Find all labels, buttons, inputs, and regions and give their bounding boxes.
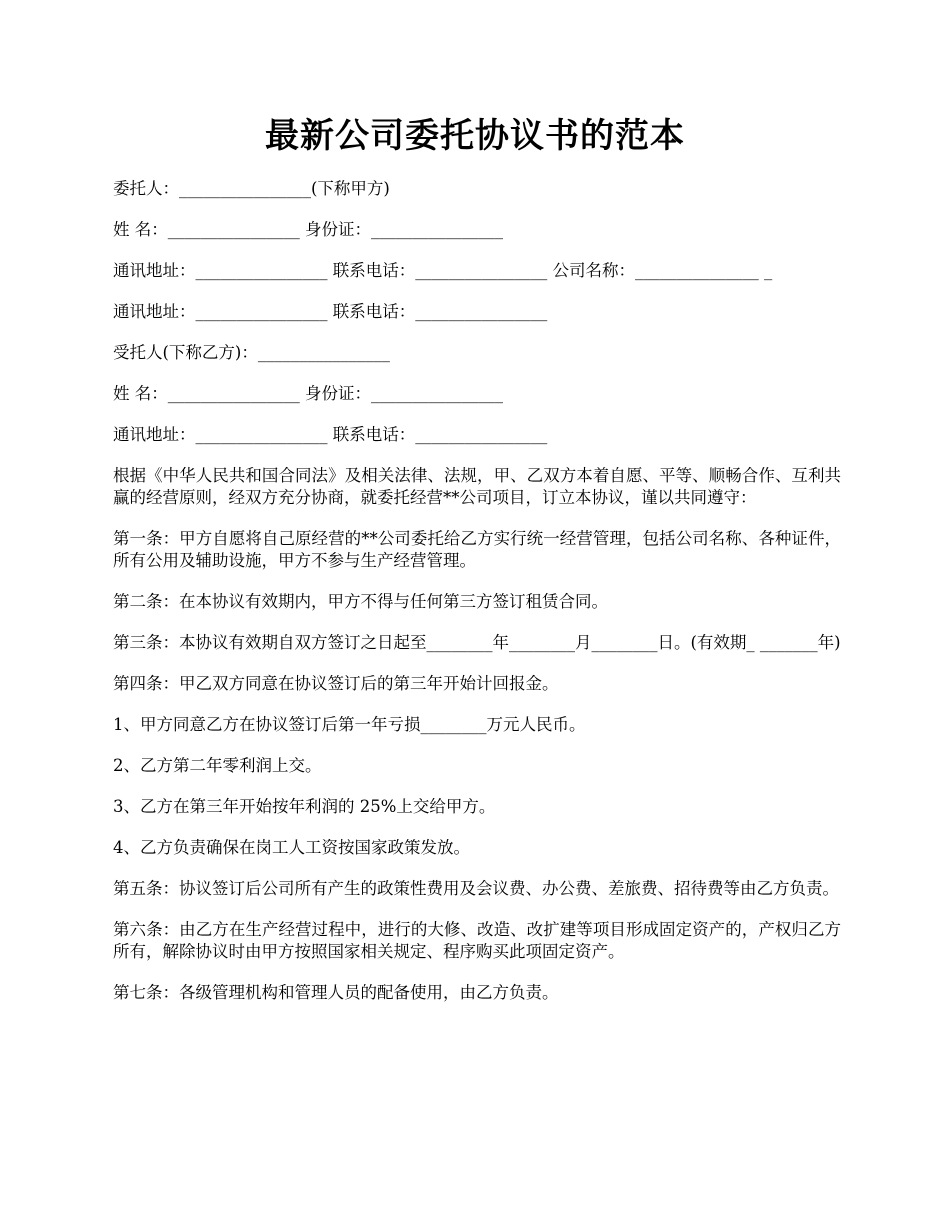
document-body	[113, 178, 841, 1023]
article-6: 第六条：由乙方在生产经营过程中，进行的大修、改造、改扩建等项目形成固定资产的，产权归乙方所有，解除协议时由甲方按照国家相关规定、程序购买此项固定资产。	[113, 920, 841, 961]
clause-trustee-address-phone: 通讯地址：________________ 联系电话：________________	[113, 425, 548, 444]
clause-client: 委托人：________________(下称甲方)	[113, 179, 390, 198]
article-2: 第二条：在本协议有效期内，甲方不得与任何第三方签订租赁合同。	[113, 592, 608, 611]
article-5: 第五条：协议签订后公司所有产生的政策性费用及会议费、办公费、差旅费、招待费等由乙方负责。	[113, 879, 839, 898]
article-4-item-2: 2、乙方第二年零利润上交。	[113, 756, 322, 775]
article-1: 第一条：甲方自愿将自己原经营的**公司委托给乙方实行统一经营管理，包括公司名称、各种证件，所有公用及辅助设施，甲方不参与生产经营管理。	[113, 529, 841, 570]
article-4-item-3: 3、乙方在第三年开始按年利润的 25%上交给甲方。	[113, 797, 496, 816]
clause-trustee-name-id: 姓 名：________________ 身份证：________________	[113, 384, 503, 403]
clause-client-address-phone: 通讯地址：________________ 联系电话：________________	[113, 302, 548, 321]
clause-client-address-phone-company: 通讯地址：________________ 联系电话：________________ 公司名称：_______________ _	[113, 261, 773, 280]
clause-trustee: 受托人(下称乙方)：________________	[113, 343, 390, 362]
article-3: 第三条：本协议有效期自双方签订之日起至________年________月________日。(有效期_ _______年)	[113, 633, 841, 652]
document-title: 最新公司委托协议书的范本	[265, 116, 685, 156]
article-4: 第四条：甲乙双方同意在协议签订后的第三年开始计回报金。	[113, 674, 559, 693]
clause-client-name-id: 姓 名：________________ 身份证：________________	[113, 220, 503, 239]
article-4-item-1: 1、甲方同意乙方在协议签订后第一年亏损________万元人民币。	[113, 715, 586, 734]
preamble-paragraph: 根据《中华人民共和国合同法》及相关法律、法规，甲、乙双方本着自愿、平等、顺畅合作、互利共赢的经营原则，经双方充分协商，就委托经营**公司项目，订立本协议，谨以共同遵守：	[113, 466, 841, 507]
article-7: 第七条：各级管理机构和管理人员的配备使用，由乙方负责。	[113, 983, 559, 1002]
article-4-item-4: 4、乙方负责确保在岗工人工资按国家政策发放。	[113, 838, 470, 857]
